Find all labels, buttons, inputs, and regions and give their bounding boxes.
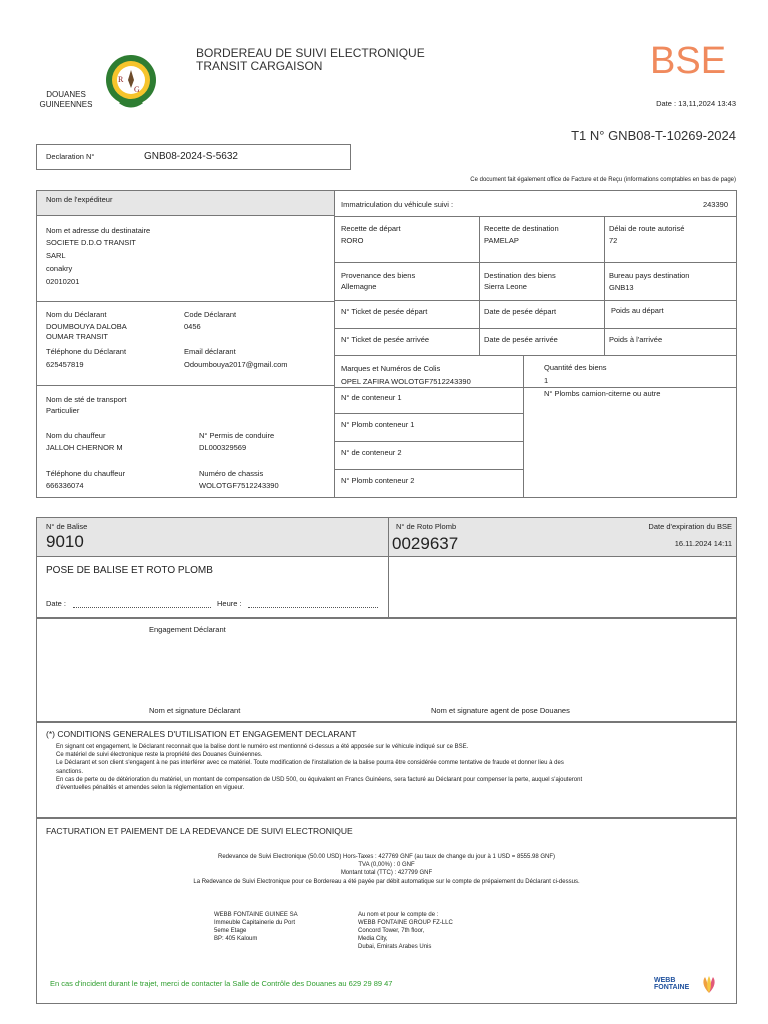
poids-depart-label: Poids au départ	[611, 306, 664, 315]
conteneur1-label: N° de conteneur 1	[341, 393, 402, 402]
destinataire-label: Nom et adresse du destinataire	[46, 226, 151, 235]
divider	[604, 216, 605, 355]
incident-contact: En cas d'incident durant le trajet, merci de contacter la Salle de Contrôle des Douanes au 629 29 89 47	[50, 979, 393, 988]
provenance-label: Provenance des biens	[341, 271, 416, 280]
immat-label: Immatriculation du véhicule suivi :	[341, 200, 454, 209]
email-declarant-label: Email déclarant	[184, 347, 236, 356]
divider	[334, 469, 523, 470]
address-line: Media City,	[358, 936, 388, 942]
sig-agent-label: Nom et signature agent de pose Douanes	[431, 706, 570, 715]
ticket-arrivee-label: N° Ticket de pesée arrivée	[341, 335, 430, 344]
email-declarant: Odoumbouya2017@gmail.com	[184, 360, 288, 369]
douanes-logo	[104, 52, 158, 112]
plomb1-label: N° Plomb conteneur 1	[341, 420, 415, 429]
pose-title: POSE DE BALISE ET ROTO PLOMB	[46, 565, 213, 576]
recette-depart: RORO	[341, 236, 364, 245]
facturation-line: La Redevance de Suivi Electronique pour ce Bordereau a été payée par débit automatique sur le compte de prépaiement du Déclarant ci-dessus.	[193, 878, 580, 885]
destination: Sierra Leone	[484, 282, 527, 291]
transport: Particulier	[46, 406, 80, 415]
title-line2: TRANSIT CARGAISON	[196, 59, 323, 73]
facturation-line: Montant total (TTC) : 427799 GNF	[340, 870, 433, 877]
address-line: Au nom et pour le compte de :	[358, 912, 439, 918]
conditions-line: En cas de perte ou de détérioration du matériel, un montant de compensation de USD 500, ou équivalent en Francs Guinéens, sera facturé au Déclarant pour compenser la perte, auquel s'ajouteront	[56, 776, 583, 783]
douanes-name	[36, 90, 96, 110]
facturation-title: FACTURATION ET PAIEMENT DE LA REDEVANCE DE SUIVI ELECTRONIQUE	[46, 826, 353, 836]
expiration-label: Date d'expiration du BSE	[648, 522, 732, 531]
immat-value: 243390	[702, 200, 728, 209]
engagement-title: Engagement Déclarant	[149, 625, 226, 634]
transport-label: Nom de sté de transport	[46, 395, 127, 404]
delai: 72	[609, 236, 618, 245]
roto-number: 0029637	[392, 534, 459, 553]
divider	[334, 216, 737, 217]
document-note: Ce document fait également office de Facture et de Reçu (informations comptables en bas de page)	[470, 177, 736, 183]
divider	[334, 190, 335, 498]
webb-fontaine-logo	[654, 975, 724, 997]
bureau: GNB13	[609, 283, 634, 292]
conditions-text	[56, 743, 726, 792]
marques-label: Marques et Numéros de Colis	[341, 364, 441, 373]
expediteur-label: Nom de l'expéditeur	[46, 195, 113, 204]
address-line: Immeuble Capitainerie du Port	[214, 920, 296, 926]
svg-text:R: R	[118, 75, 124, 84]
permis: DL000329569	[199, 443, 247, 452]
address-line: BP: 405 Kaloum	[214, 936, 258, 942]
logo-flower-icon	[698, 975, 720, 995]
declarant-line: OUMAR TRANSIT	[46, 332, 108, 341]
conditions-line: sanctions.	[56, 768, 84, 775]
chassis-label: Numéro de chassis	[199, 469, 264, 478]
code-declarant-label: Code Déclarant	[184, 310, 237, 319]
tel-declarant-label: Téléphone du Déclarant	[46, 347, 127, 356]
conteneur2-label: N° de conteneur 2	[341, 448, 402, 457]
plombs-camion-label: N° Plombs camion-citerne ou autre	[544, 389, 661, 398]
recette-depart-label: Recette de départ	[341, 224, 401, 233]
print-date: Date : 13,11,2024 13:43	[656, 99, 736, 108]
address-line: Concord Tower, 7th floor,	[358, 928, 425, 934]
address-right	[358, 911, 453, 951]
divider	[334, 262, 737, 263]
divider	[36, 385, 334, 386]
divider	[36, 215, 334, 216]
balise-label: N° de Balise	[46, 522, 88, 531]
divider	[334, 441, 523, 442]
tel-declarant: 625457819	[46, 360, 84, 369]
expiration-date: 16.11.2024 14:11	[674, 539, 732, 548]
pose-heure-label: Heure :	[217, 599, 242, 608]
destinataire-line: SOCIETE D.D.O TRANSIT	[46, 238, 136, 247]
divider	[334, 300, 737, 301]
tel-chauffeur: 666336074	[46, 481, 84, 490]
destinataire-line: conakry	[46, 264, 73, 273]
bse-mark: BSE	[650, 40, 727, 82]
quantite-label: Quantité des biens	[544, 363, 607, 372]
address-line: Dubai, Emirats Arabes Unis	[358, 944, 432, 950]
destination-label: Destination des biens	[484, 271, 556, 280]
conditions-line: Ce matériel de suivi électronique reste la propriété des Douanes Guinéennes.	[56, 752, 263, 759]
facturation-text	[36, 853, 737, 886]
delai-label: Délai de route autorisé	[609, 224, 685, 233]
address-line: WEBB FONTAINE GROUP FZ-LLC	[358, 920, 453, 926]
chauffeur: JALLOH CHERNOR M	[46, 443, 123, 452]
date-pesee-arrivee-label: Date de pesée arrivée	[484, 335, 558, 344]
marques: OPEL ZAFIRA WOLOTGF7512243390	[341, 377, 471, 386]
poids-arrivee-label: Poids à l'arrivée	[609, 335, 663, 344]
roto-label: N° de Roto Plomb	[396, 522, 457, 531]
address-line: WEBB FONTAINE GUINEE SA	[214, 912, 298, 918]
recette-dest-label: Recette de destination	[484, 224, 559, 233]
pose-date-line	[73, 607, 211, 608]
plomb2-label: N° Plomb conteneur 2	[341, 476, 415, 485]
divider	[334, 413, 523, 414]
divider	[334, 387, 737, 388]
divider	[334, 328, 737, 329]
recette-dest: PAMELAP	[484, 236, 519, 245]
address-left	[214, 911, 298, 943]
declarant-label: Nom du Déclarant	[46, 310, 107, 319]
douanes-line1: DOUANES	[46, 90, 86, 99]
chassis: WOLOTGF7512243390	[199, 481, 279, 490]
balise-number: 9010	[46, 532, 84, 551]
tel-chauffeur-label: Téléphone du chauffeur	[46, 469, 126, 478]
destinataire-line: SARL	[46, 251, 66, 260]
declaration-number: GNB08-2024-S-5632	[144, 151, 238, 162]
sig-declarant-label: Nom et signature Déclarant	[149, 706, 241, 715]
pose-heure-line	[248, 607, 378, 608]
divider	[479, 216, 480, 355]
ticket-depart-label: N° Ticket de pesée départ	[341, 307, 428, 316]
logo-line1: WEBB	[654, 977, 676, 984]
pose-date-label: Date :	[46, 599, 67, 608]
permis-label: N° Permis de conduire	[199, 431, 275, 440]
document-title	[196, 47, 425, 73]
provenance: Allemagne	[341, 282, 377, 291]
t1-number: T1 N° GNB08-T-10269-2024	[571, 128, 736, 143]
code-declarant: 0456	[184, 322, 201, 331]
facturation-line: Redevance de Suivi Electronique (50.00 USD) Hors-Taxes : 427769 GNF (au taux de change du jour à 1 USD = 8555.98 GNF)	[217, 854, 555, 860]
facturation-line: TVA (0,00%) : 0 GNF	[358, 862, 415, 869]
title-line1: BORDEREAU DE SUIVI ELECTRONIQUE	[196, 46, 425, 60]
logo-line2: FONTAINE	[654, 984, 690, 991]
chauffeur-label: Nom du chauffeur	[46, 431, 106, 440]
conditions-line: d'éventuelles pénalités et amendes selon la réglementation en vigueur.	[56, 785, 245, 792]
bureau-label: Bureau pays destination	[609, 271, 690, 280]
date-pesee-depart-label: Date de pesée départ	[484, 307, 557, 316]
douanes-line2: GUINEENNES	[39, 100, 93, 109]
conditions-line: En signant cet engagement, le Déclarant reconnait que la balise dont le numéro est mentionné ci-dessus a été apposée sur le véhicule indiqué sur ce BSE.	[56, 744, 469, 750]
address-line: 5eme Etage	[214, 928, 247, 934]
conditions-title: (*) CONDITIONS GENERALES D'UTILISATION ET ENGAGEMENT DECLARANT	[46, 729, 357, 739]
declaration-label: Declaration N°	[46, 152, 95, 161]
divider	[36, 301, 334, 302]
balise-header	[36, 517, 737, 557]
conditions-line: Le Déclarant et son client s'engagent à ne pas interférer avec ce matériel. Toute modification de l'installation de la balise pourra être considérée comme tentative de fraude et donner lieu à des	[56, 760, 564, 767]
divider	[334, 355, 737, 356]
logo-text	[654, 977, 689, 991]
destinataire-line: 02010201	[46, 277, 80, 286]
declarant-line: DOUMBOUYA DALOBA	[46, 322, 127, 331]
divider	[523, 355, 524, 498]
engagement-box	[36, 618, 737, 722]
svg-text:G: G	[134, 85, 140, 94]
quantite: 1	[544, 376, 549, 385]
